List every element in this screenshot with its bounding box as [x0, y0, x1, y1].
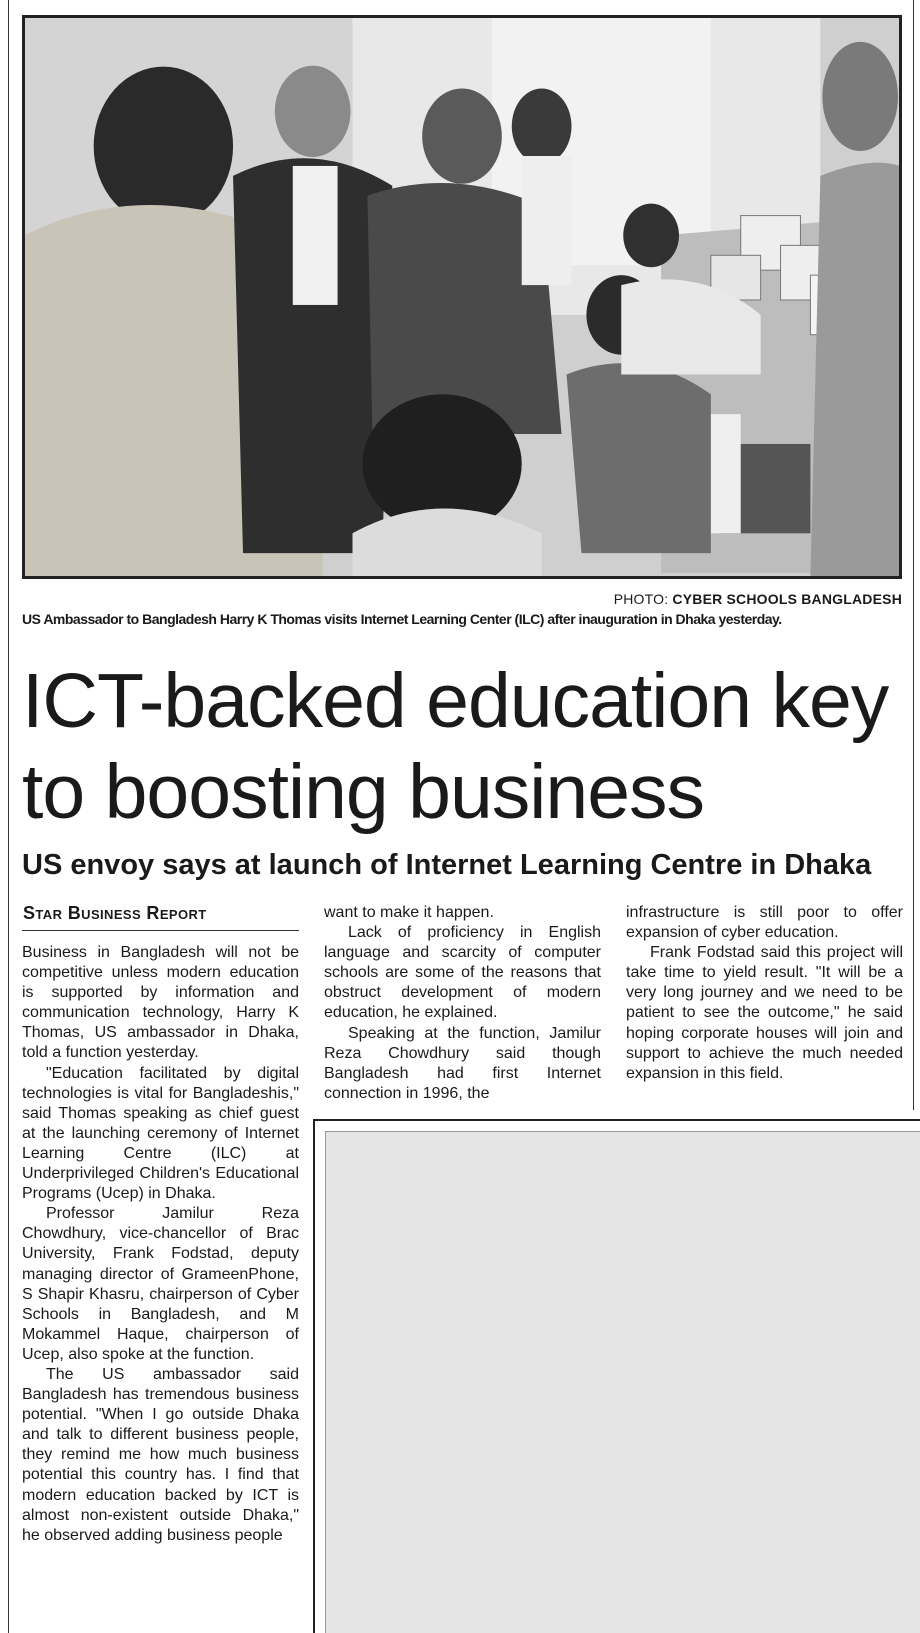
photo-caption: US Ambassador to Bangladesh Harry K Thomas visits Internet Learning Center (ILC) after inauguration in Dhaka yesterday.: [22, 611, 782, 627]
headline: [22, 656, 902, 838]
article-paragraph: "Education facilitated by digital technologies is vital for Bangladeshis," said Thomas speaking as chief guest at the launching ceremony of Internet Learning Centre (ILC) at Underprivileged Children's Educational Programs (Ucep) in Dhaka.: [22, 1064, 299, 1203]
advertisement-placeholder: [313, 1119, 920, 1633]
photo-credit: [22, 591, 902, 607]
headline-line-1: ICT-backed education key: [22, 658, 889, 744]
article-paragraph: infrastructure is still poor to offer expansion of cyber education.: [626, 904, 903, 942]
article-paragraph: The US ambassador said Bangladesh has tremendous business potential. "When I go outside Dhaka and talk to different business people, they remind me how much business potential this country has. I find that modern education backed by ICT is almost non-existent outside Dhaka," he observed adding business people: [22, 1365, 299, 1544]
photo-illustration: [24, 17, 900, 577]
subheadline: US envoy says at launch of Internet Learning Centre in Dhaka: [22, 849, 872, 881]
byline-rule: [22, 930, 299, 931]
byline: Star Business Report: [23, 903, 207, 923]
article-paragraph: Frank Fodstad said this project will take time to yield result. "It will be a very long journey and we need to be patient to see the outcome," he said hoping corporate houses will join and support to achieve the much needed expansion in this field.: [626, 944, 903, 1082]
article-paragraph: Speaking at the function, Jamilur Reza Chowdhury said though Bangladesh had first Internet connection in 1996, the: [324, 1024, 601, 1102]
article-paragraph: Professor Jamilur Reza Chowdhury, vice-chancellor of Brac University, Frank Fodstad, deputy managing director of GrameenPhone, S Shapir Khasru, chairperson of Cyber Schools in Bangladesh, and M Mokammel Haque, chairperson of Ucep, also spoke at the function.: [22, 1205, 299, 1363]
right-column-rule: [913, 0, 914, 1110]
headline-line-2: to boosting business: [22, 749, 705, 835]
article-paragraph: Business in Bangladesh will not be competitive unless modern education is supported by information and communication technology, Harry K Thomas, US ambassador in Dhaka, told a function yesterday.: [22, 944, 299, 1062]
left-column-rule: [8, 0, 9, 1633]
article-column-1: [22, 943, 299, 1546]
news-photo: [22, 15, 902, 579]
article-paragraph: want to make it happen.: [324, 904, 494, 921]
advertisement-area: [325, 1131, 920, 1633]
photo-credit-source: CYBER SCHOOLS BANGLADESH: [672, 591, 902, 607]
photo-credit-prefix: PHOTO:: [613, 591, 669, 607]
article-paragraph: Lack of proficiency in English language and scarcity of computer schools are some of the reasons that obstruct development of modern education, he explained.: [324, 924, 601, 1022]
article-column-3: [626, 903, 903, 1084]
article-column-2: [324, 903, 601, 1104]
